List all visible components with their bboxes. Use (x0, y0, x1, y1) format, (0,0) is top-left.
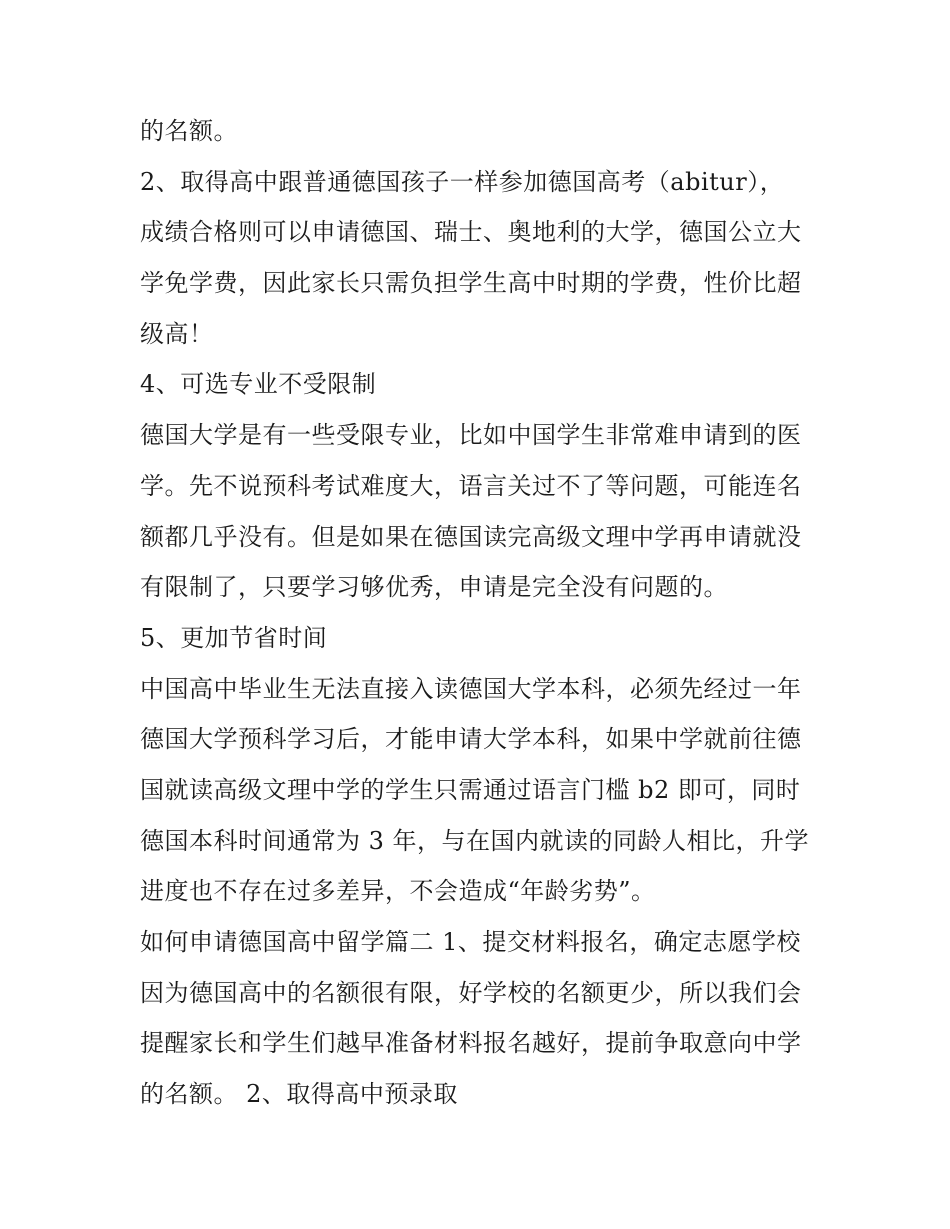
text-line: 成绩合格则可以申请德国、瑞士、奥地利的大学，德国公立大 (140, 218, 802, 247)
section-heading: 4、可选专业不受限制 (140, 370, 377, 399)
text-line: 的名额。 2、取得高中预录取 (140, 1080, 458, 1109)
text-line: 级高！ (140, 319, 214, 348)
text-line: 学。先不说预科考试难度大，语言关过不了等问题，可能连名 (140, 471, 802, 500)
text-line: 因为德国高中的名额很有限，好学校的名额更少，所以我们会 (140, 978, 802, 1007)
text-line: 德国大学预科学习后，才能申请大学本科，如果中学就前往德 (140, 725, 802, 754)
text-line: 的名额。 (140, 117, 238, 145)
text-line: 学免学费，因此家长只需负担学生高中时期的学费，性价比超 (140, 269, 802, 298)
document-body (140, 106, 820, 1120)
text-line: 额都几乎没有。但是如果在德国读完高级文理中学再申请就没 (140, 522, 802, 551)
text-line: 有限制了，只要学习够优秀，申请是完全没有问题的。 (140, 573, 728, 602)
text-line: 进度也不存在过多差异，不会造成“年龄劣势”。 (140, 877, 656, 906)
text-line: 中国高中毕业生无法直接入读德国大学本科，必须先经过一年 (140, 674, 802, 703)
text-line: 国就读高级文理中学的学生只需通过语言门槛 b2 即可，同时 (140, 775, 801, 804)
section-heading: 5、更加节省时间 (140, 623, 328, 652)
text-line: 提醒家长和学生们越早准备材料报名越好，提前争取意向中学 (140, 1029, 802, 1058)
text-line: 如何申请德国高中留学篇二 1、提交材料报名，确定志愿学校 (140, 928, 801, 956)
text-line: 德国本科时间通常为 3 年，与在国内就读的同龄人相比，升学 (140, 826, 810, 855)
text-line: 德国大学是有一些受限专业，比如中国学生非常难申请到的医 (140, 421, 802, 450)
text-line: 2、取得高中跟普通德国孩子一样参加德国高考（abitur）， (140, 167, 785, 196)
